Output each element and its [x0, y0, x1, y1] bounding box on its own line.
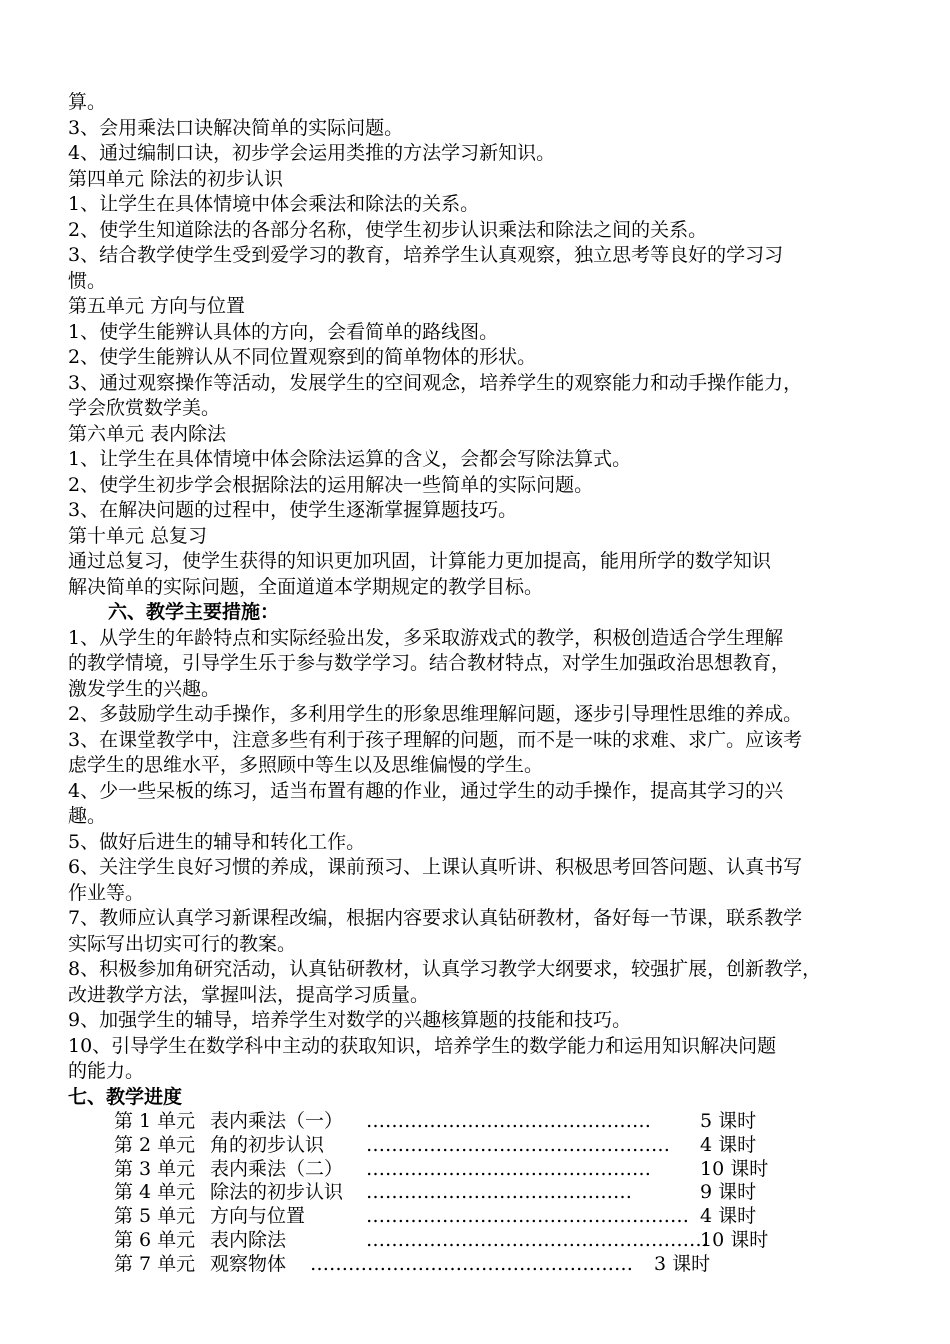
schedule-unit: 第 7 单元 [114, 1252, 196, 1275]
text-line: 4、通过编制口诀，初步学会运用类推的方法学习新知识。 [68, 142, 556, 164]
measure-line: 激发学生的兴趣。 [68, 677, 221, 700]
text-line: 3、会用乘法口诀解决简单的实际问题。 [68, 116, 404, 139]
schedule-hours: 10 课时 [700, 1157, 769, 1180]
measure-line: 1、从学生的年龄特点和实际经验出发，多采取游戏式的教学，积极创造适合学生理解 [68, 626, 784, 649]
schedule-name: 表内乘法（二） [210, 1157, 344, 1180]
unit-heading: 第六单元 表内除法 [68, 422, 227, 445]
text-line: 1、使学生能辨认具体的方向，会看简单的路线图。 [68, 320, 499, 343]
schedule-row [114, 1134, 898, 1158]
unit-heading: 第四单元 除法的初步认识 [68, 167, 284, 190]
text-line: 3、在解决问题的过程中，使学生逐渐掌握算题技巧。 [68, 499, 518, 521]
section-title: 六、教学主要措施： [108, 601, 280, 623]
text-line: 学会欣赏数学美。 [68, 397, 221, 419]
schedule-row [114, 1110, 898, 1134]
schedule-unit: 第 4 单元 [114, 1181, 196, 1204]
schedule-row [114, 1205, 898, 1229]
measure-line: 10、引导学生在数学科中主动的获取知识，培养学生的数学能力和运用知识解决问题 [68, 1034, 777, 1057]
measure-line: 6、关注学生良好习惯的养成，课前预习、上课认真听讲、积极思考回答问题、认真书写 [68, 856, 803, 878]
text-line: 1、让学生在具体情境中体会除法运算的含义，会都会写除法算式。 [68, 448, 632, 470]
measure-line: 实际写出切实可行的教案。 [68, 932, 297, 955]
measure-line: 的能力。 [68, 1060, 145, 1082]
schedule-section [68, 1085, 898, 1277]
text-line: 2、使学生初步学会根据除法的运用解决一些简单的实际问题。 [68, 473, 594, 496]
schedule-hours: 10 课时 [700, 1228, 769, 1251]
measure-line: 5、做好后进生的辅导和转化工作。 [68, 830, 366, 853]
measure-line: 虑学生的思维水平，多照顾中等生以及思维偏慢的学生。 [68, 754, 544, 776]
schedule-name: 除法的初步认识 [210, 1181, 344, 1204]
schedule-row [114, 1229, 898, 1253]
schedule-hours: 4 课时 [700, 1205, 757, 1228]
schedule-leader: ……………………………………………… [366, 1228, 708, 1251]
schedule-name: 方向与位置 [210, 1205, 306, 1228]
unit-heading: 第五单元 方向与位置 [68, 295, 246, 317]
schedule-unit: 第 3 单元 [114, 1157, 196, 1180]
measure-line: 的教学情境，引导学生乐于参与数学学习。结合教材特点，对学生加强政治思想教育， [68, 652, 791, 674]
measures-section [68, 600, 898, 1085]
schedule-leader: ………………………………………… [366, 1133, 670, 1156]
measure-line: 7、教师应认真学习新课程改编，根据内容要求认真钻研教材，备好每一节课，联系教学 [68, 907, 803, 929]
schedule-unit: 第 1 单元 [114, 1110, 196, 1132]
units-section [68, 90, 898, 600]
text-line: 算。 [68, 91, 107, 113]
measure-line: 趣。 [68, 805, 107, 827]
measure-line: 作业等。 [68, 881, 145, 904]
measure-line: 9、加强学生的辅导，培养学生对数学的兴趣核算题的技能和技巧。 [68, 1009, 632, 1031]
section-title: 七、教学进度 [68, 1085, 183, 1108]
schedule-leader: …………………………………………… [366, 1205, 689, 1228]
measure-line: 8、积极参加角研究活动，认真钻研教材，认真学习教学大纲要求，较强扩展，创新教学， [68, 958, 822, 980]
schedule-unit: 第 5 单元 [114, 1205, 196, 1228]
text-line: 1、让学生在具体情境中体会乘法和除法的关系。 [68, 193, 480, 215]
schedule-name: 观察物体 [210, 1252, 287, 1275]
text-line: 3、结合教学使学生受到爱学习的教育，培养学生认真观察，独立思考等良好的学习习 [68, 244, 784, 266]
schedule-hours: 4 课时 [700, 1133, 757, 1156]
schedule-row [114, 1253, 898, 1277]
schedule-name: 表内乘法（一） [210, 1110, 344, 1132]
schedule-unit: 第 6 单元 [114, 1228, 196, 1251]
unit-heading: 第十单元 总复习 [68, 524, 208, 547]
measure-line: 4、少一些呆板的练习，适当布置有趣的作业，通过学生的动手操作，提高其学习的兴 [68, 779, 784, 802]
text-line: 通过总复习，使学生获得的知识更加巩固，计算能力更加提高，能用所学的数学知识 [68, 550, 772, 572]
schedule-leader: ……………………………………… [366, 1110, 651, 1132]
measure-line: 改进教学方法，掌握叫法，提高学习质量。 [68, 983, 430, 1006]
schedule-hours: 5 课时 [700, 1110, 757, 1132]
schedule-name: 表内除法 [210, 1228, 287, 1251]
schedule-hours: 9 课时 [700, 1181, 757, 1204]
schedule-unit: 第 2 单元 [114, 1133, 196, 1156]
text-line: 惯。 [68, 269, 107, 292]
text-line: 解决简单的实际问题，全面道道本学期规定的教学目标。 [68, 575, 544, 598]
schedule-leader: …………………………………… [366, 1181, 632, 1204]
schedule-hours: 3 课时 [654, 1252, 711, 1275]
schedule-name: 角的初步认识 [210, 1133, 325, 1156]
document-page [68, 90, 898, 1277]
schedule-table [114, 1110, 898, 1277]
text-line: 3、通过观察操作等活动，发展学生的空间观念，培养学生的观察能力和动手操作能力， [68, 371, 803, 394]
schedule-leader: ……………………………………… [366, 1157, 651, 1180]
text-line: 2、使学生能辨认从不同位置观察到的简单物体的形状。 [68, 346, 537, 368]
measure-line: 2、多鼓励学生动手操作，多利用学生的形象思维理解问题，逐步引导理性思维的养成。 [68, 703, 803, 725]
schedule-row [114, 1158, 898, 1182]
text-line: 2、使学生知道除法的各部分名称，使学生初步认识乘法和除法之间的关系。 [68, 218, 708, 241]
schedule-row [114, 1181, 898, 1205]
schedule-leader: …………………………………………… [310, 1252, 633, 1275]
measure-line: 3、在课堂教学中，注意多些有利于孩子理解的问题，而不是一味的求难、求广。应该考 [68, 728, 803, 751]
